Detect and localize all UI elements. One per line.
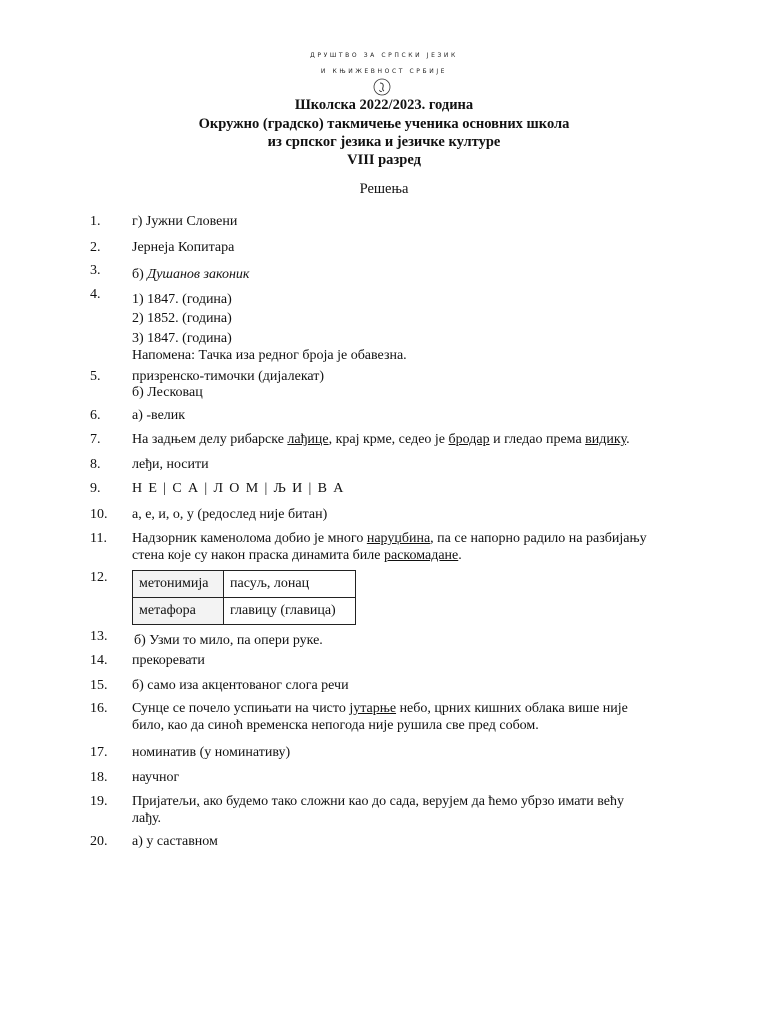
- answer-7-text: и гледао према: [489, 432, 586, 447]
- answer-number-15: 15.: [90, 678, 108, 693]
- answer-7-text: .: [626, 432, 630, 447]
- answer-16-line2: било, као да синоћ временска непогода није рушила све пред собом.: [132, 718, 539, 733]
- answer-11-line1: [132, 531, 647, 547]
- answer-6: а) -велик: [132, 408, 186, 423]
- answer-4-line3: 3) 1847. (година): [132, 331, 232, 346]
- table-cell-term: метонимија: [133, 571, 224, 598]
- answer-11-line2: [132, 548, 462, 564]
- table-row: [133, 571, 356, 598]
- answer-14: прекоревати: [132, 653, 205, 668]
- answer-3: [132, 267, 249, 283]
- answer-7-underlined-word: бродар: [448, 432, 490, 447]
- answer-2: Јернеја Копитара: [132, 240, 235, 255]
- answer-number-7: 7.: [90, 432, 101, 447]
- answer-3-italic: Душанов законик: [147, 267, 250, 282]
- answer-4-line1: 1) 1847. (година): [132, 292, 232, 307]
- answer-number-11: 11.: [90, 531, 107, 546]
- answer-19-text: верујем да ћемо убрзо имати већу: [419, 794, 624, 809]
- answer-11-text: стена које су након праска динамита биле: [132, 548, 384, 563]
- answer-19-line2: лађу.: [132, 811, 162, 826]
- answer-number-3: 3.: [90, 263, 101, 278]
- answer-9: Н Е | С А | Л О М | Љ И | В А: [132, 481, 345, 496]
- answer-number-17: 17.: [90, 745, 108, 760]
- answer-8: леђи, носити: [132, 457, 209, 472]
- answer-number-19: 19.: [90, 794, 108, 809]
- answer-number-10: 10.: [90, 507, 108, 522]
- answer-11-text: .: [458, 548, 462, 563]
- answer-7-underlined-word: видику: [585, 432, 627, 447]
- table-cell-value: главицу (главица): [224, 598, 356, 625]
- answer-10: а, е, и, о, у (редослед није битан): [132, 507, 328, 522]
- answer-19-underlined-comma: ,: [415, 794, 420, 809]
- answer-5-line2: б) Лесковац: [132, 385, 203, 400]
- answer-7: [132, 432, 630, 448]
- answer-11-text: , па се напорно радило на разбијању: [430, 531, 647, 546]
- answer-11-text: Надзорник каменолома добио је много: [132, 531, 367, 546]
- school-year-heading: Школска 2022/2023. година: [294, 97, 474, 113]
- answer-20: а) у саставном: [132, 834, 218, 849]
- answer-number-16: 16.: [90, 701, 108, 716]
- answer-number-5: 5.: [90, 369, 101, 384]
- answer-5-line1: призренско-тимочки (дијалекат): [132, 369, 325, 384]
- answer-number-8: 8.: [90, 457, 101, 472]
- table-row: [133, 598, 356, 625]
- society-logo-icon: [373, 78, 391, 96]
- answer-16-text: Сунце се почело успињати на чисто: [132, 701, 350, 716]
- answer-11-underlined-word: раскомадане: [383, 548, 459, 563]
- answer-4-note: Напомена: Тачка иза редног броја је обавезна.: [132, 348, 407, 363]
- answer-16-text: небо, црних кишних облака више није: [396, 701, 628, 716]
- answer-7-underlined-word: лађице: [287, 432, 329, 447]
- answer-19-text: Пријатељи: [132, 794, 197, 809]
- answer-16-underlined-word: јутарње: [349, 701, 397, 716]
- answer-number-9: 9.: [90, 481, 101, 496]
- answer-number-13: 13.: [90, 629, 108, 644]
- answer-13: б) Узми то мило, па опери руке.: [134, 633, 323, 648]
- answer-7-text: , крај крме, седео је: [328, 432, 449, 447]
- org-name-line2: И КЊИЖЕВНОСТ СРБИЈЕ: [320, 68, 448, 75]
- answer-19-line1: [132, 794, 624, 810]
- competition-heading: Окружно (градско) такмичење ученика основних школа: [198, 116, 570, 132]
- answer-7-text: На задњем делу рибарске: [132, 432, 288, 447]
- table-cell-term: метафора: [133, 598, 224, 625]
- answer-4-line2: 2) 1852. (година): [132, 311, 232, 326]
- grade-heading: VIII разред: [347, 152, 421, 168]
- answer-18: научног: [132, 770, 180, 785]
- answer-number-1: 1.: [90, 214, 101, 229]
- answer-16-line1: [132, 701, 628, 717]
- answer-19-text: ако будемо тако сложни као до сада: [199, 794, 416, 809]
- answer-15: б) само иза акцентованог слога речи: [132, 678, 349, 693]
- answer-17: номинатив (у номинативу): [132, 745, 291, 760]
- answer-number-18: 18.: [90, 770, 108, 785]
- subject-heading: из српског језика и језичке културе: [267, 134, 501, 150]
- figures-of-speech-table: [132, 570, 356, 625]
- answer-1: г) Јужни Словени: [132, 214, 238, 229]
- answer-number-14: 14.: [90, 653, 108, 668]
- solutions-title: Решења: [359, 181, 409, 197]
- answer-number-12: 12.: [90, 570, 108, 585]
- table-cell-value: пасуљ, лонац: [224, 571, 356, 598]
- answer-number-20: 20.: [90, 834, 108, 849]
- answer-3-prefix: б): [132, 267, 148, 282]
- answer-number-2: 2.: [90, 240, 101, 255]
- answer-11-underlined-word: наруџбина: [366, 531, 431, 546]
- answer-19-underlined-comma: ,: [196, 794, 200, 809]
- org-name-line1: ДРУШТВО ЗА СРПСКИ ЈЕЗИК: [310, 52, 458, 59]
- answer-number-4: 4.: [90, 287, 101, 302]
- answer-number-6: 6.: [90, 408, 101, 423]
